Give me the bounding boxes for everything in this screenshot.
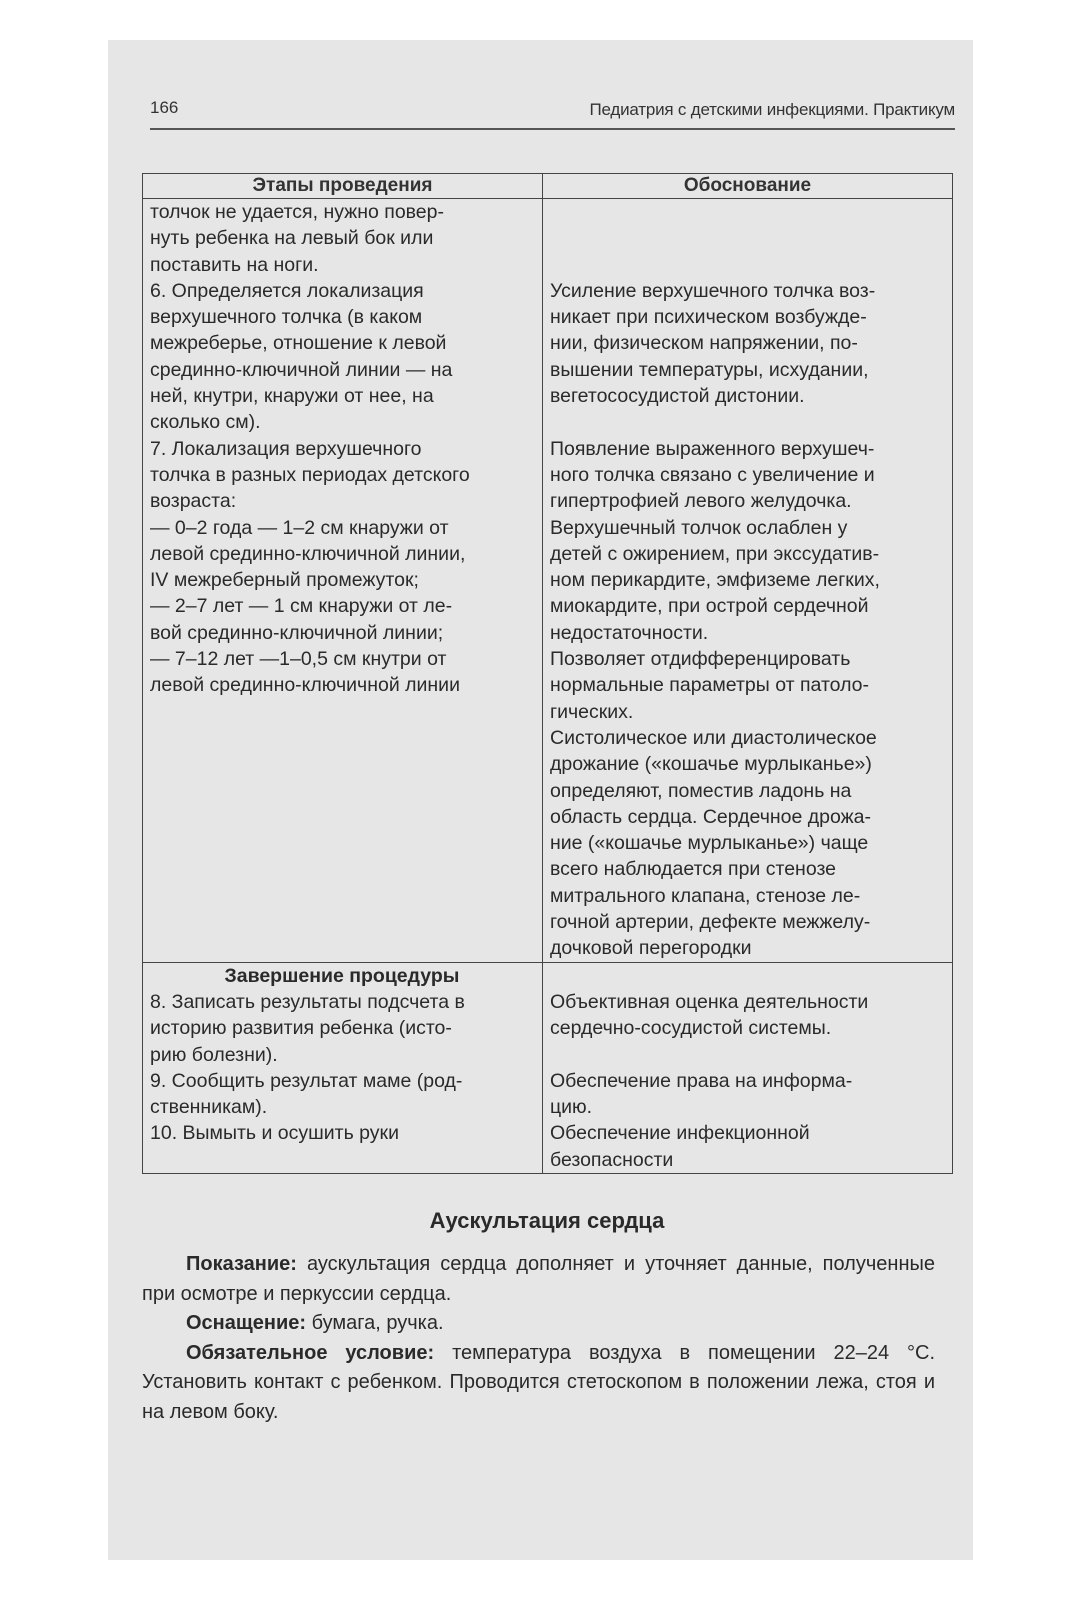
rationale-text: Объективная оценка деятельности сердечно-сосудистой системы. [550, 990, 869, 1040]
stages-cell [143, 962, 543, 1173]
rationale-text: Позволяет отдифференцировать нормальные параметры от патоло- гических. [550, 648, 870, 723]
stage-text: 7. Локализация верхушечного толчка в разных периодах детского возраста: — 0–2 года — 1–2 см кнаружи от левой срединно-ключичной линии, IV межреберный промежуток; — 2–7 лет — 1 см кнаружи от ле- вой срединно-ключичной линии; — 7–12 лет —1–0,5 см кнутри от левой срединно-ключичной линии [150, 437, 470, 697]
stage-text: толчок не удается, нужно повер- нуть ребенка на левый бок или поставить на ноги. [150, 201, 444, 276]
paragraph-indication [142, 1250, 935, 1309]
completion-section-title: Завершение процедуры [224, 964, 460, 987]
rationale-text: Усиление верхушечного толчка воз- никает при психическом возбужде- нии, физическом напряжении, по- вышении температуры, исхудании, вегетососудистой дистонии. [550, 279, 876, 408]
table-row-main [143, 199, 953, 963]
running-header [150, 98, 955, 130]
paragraph-text: бумага, ручка. [306, 1312, 444, 1334]
rationale-text: Систолическое или диастолическое дрожание («кошачье мурлыканье») определяют, поместив ладонь на область сердца. Сердечное дрожа- ние («кошачье мурлыканье») чаще всего наблюдается при стенозе митрального клапана, стенозе ле- гочной артерии, дефекте межжелу- дочковой перегородки [550, 726, 877, 960]
stage-text: 6. Определяется локализация верхушечного толчка (в каком межреберье, отношение к левой срединно-ключичной линии — на ней, кнутри, кнаружи от нее, на сколько см). [150, 279, 453, 434]
rationale-text: Обеспечение инфекционной безопасности [550, 1122, 810, 1171]
rationale-cell [543, 962, 953, 1173]
stage-text: 9. Сообщить результат маме (род- ственникам). [150, 1069, 463, 1119]
rationale-text: Появление выраженного верхушеч- ного толчка связано с увеличение и гипертрофией левого желудочка. Верхушечный толчок ослаблен у детей с ожирением, при экссудатив- ном перикардите, эмфиземе легких, миокардите, при острой сердечной недостаточности. [550, 437, 880, 644]
table-header-row [143, 174, 953, 199]
page-number: 166 [150, 98, 179, 117]
section-heading: Аускультация сердца [429, 1208, 665, 1233]
stages-cell [143, 199, 543, 963]
stage-text: 10. Вымыть и осушить руки [150, 1122, 399, 1145]
column-header-rationale: Обоснование [543, 174, 953, 199]
section-body [142, 1250, 935, 1427]
paragraph-label: Оснащение: [186, 1312, 307, 1334]
rationale-cell [543, 199, 953, 963]
stage-text: 8. Записать результаты подсчета в историю развития ребенка (исто- рию болезни). [150, 990, 465, 1066]
paragraph-label: Показание: [186, 1253, 297, 1275]
rationale-text: Обеспечение права на информа- цию. [550, 1069, 853, 1119]
column-header-stages: Этапы проведения [143, 174, 543, 199]
book-title: Педиатрия с детскими инфекциями. Практикум [589, 100, 955, 119]
table-row-completion [143, 962, 953, 1173]
paragraph-label: Обязательное условие: [186, 1341, 435, 1364]
paragraph-text: аускультация сердца дополняет и уточняет данные, полученные при осмотре и перкуссии сердца. [142, 1253, 935, 1305]
procedure-table [142, 173, 953, 1174]
paragraph-text: температура воздуха в помещении 22–24 °С. Установить контакт с ребенком. Проводится стетоскопом в положении лежа, стоя и на левом боку. [142, 1341, 936, 1423]
paragraph-condition [142, 1339, 935, 1428]
paragraph-equipment [142, 1309, 935, 1339]
